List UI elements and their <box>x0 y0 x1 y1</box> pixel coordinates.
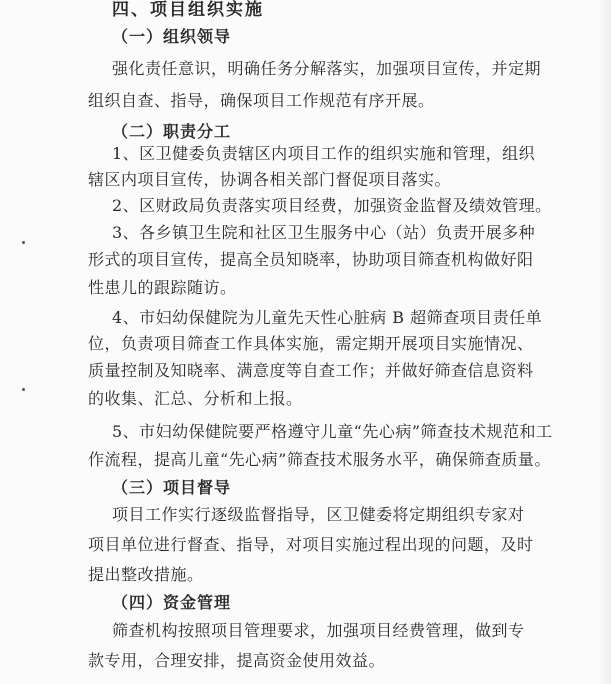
section-heading: 四、项目组织实施 <box>112 0 264 20</box>
paragraph-line: 款专用，合理安排，提高资金使用效益。 <box>88 651 386 670</box>
paragraph-line: 的收集、汇总、分析和上报。 <box>88 389 303 408</box>
scan-speck <box>22 388 25 391</box>
paragraph-line: 辖区内项目宣传，协调各相关部门督促项目落实。 <box>88 170 452 189</box>
scan-speck <box>22 241 25 244</box>
paragraph-line: 3、各乡镇卫生院和社区卫生服务中心（站）负责开展多种 <box>112 223 536 242</box>
subsection-title-responsibilities: （二）职责分工 <box>112 122 232 141</box>
subsection-title-funding: （四）资金管理 <box>112 593 232 612</box>
paragraph-line: 作流程，提高儿童“先心病”筛查技术服务水平，确保筛查质量。 <box>88 450 551 469</box>
paragraph-line: 4、市妇幼保健院为儿童先天性心脏病 B 超筛查项目责任单 <box>112 308 543 327</box>
subsection-title-supervision: （三）项目督导 <box>112 478 232 497</box>
paragraph-line: 组织自查、指导，确保项目工作规范有序开展。 <box>88 91 435 110</box>
paragraph-line: 形式的项目宣传，提高全员知晓率，协助项目筛查机构做好阳 <box>88 250 534 269</box>
paragraph-line: 提出整改措施。 <box>88 565 204 584</box>
paragraph-line: 项目单位进行督查、指导，对项目实施过程出现的问题，及时 <box>88 535 534 554</box>
paragraph-line: 5、市妇幼保健院要严格遵守儿童“先心病”筛查技术规范和工 <box>112 422 553 441</box>
paragraph-line: 项目工作实行逐级监督指导，区卫健委将定期组织专家对 <box>112 505 525 524</box>
paragraph-line: 质量控制及知晓率、满意度等自查工作；并做好筛查信息资料 <box>88 361 534 380</box>
subsection-title-organization: （一）组织领导 <box>112 27 232 46</box>
paragraph-line: 位，负责项目筛查工作具体实施，需定期开展项目实施情况、 <box>88 334 534 353</box>
paragraph-line: 筛查机构按照项目管理要求，加强项目经费管理，做到专 <box>112 621 525 640</box>
paragraph-line: 强化责任意识，明确任务分解落实，加强项目宣传，并定期 <box>112 59 542 78</box>
paragraph-line: 性患儿的跟踪随访。 <box>88 278 237 297</box>
paragraph-line: 2、区财政局负责落实项目经费，加强资金监督及绩效管理。 <box>112 196 552 215</box>
paragraph-line: 1、区卫健委负责辖区内项目工作的组织实施和管理，组织 <box>112 144 536 163</box>
